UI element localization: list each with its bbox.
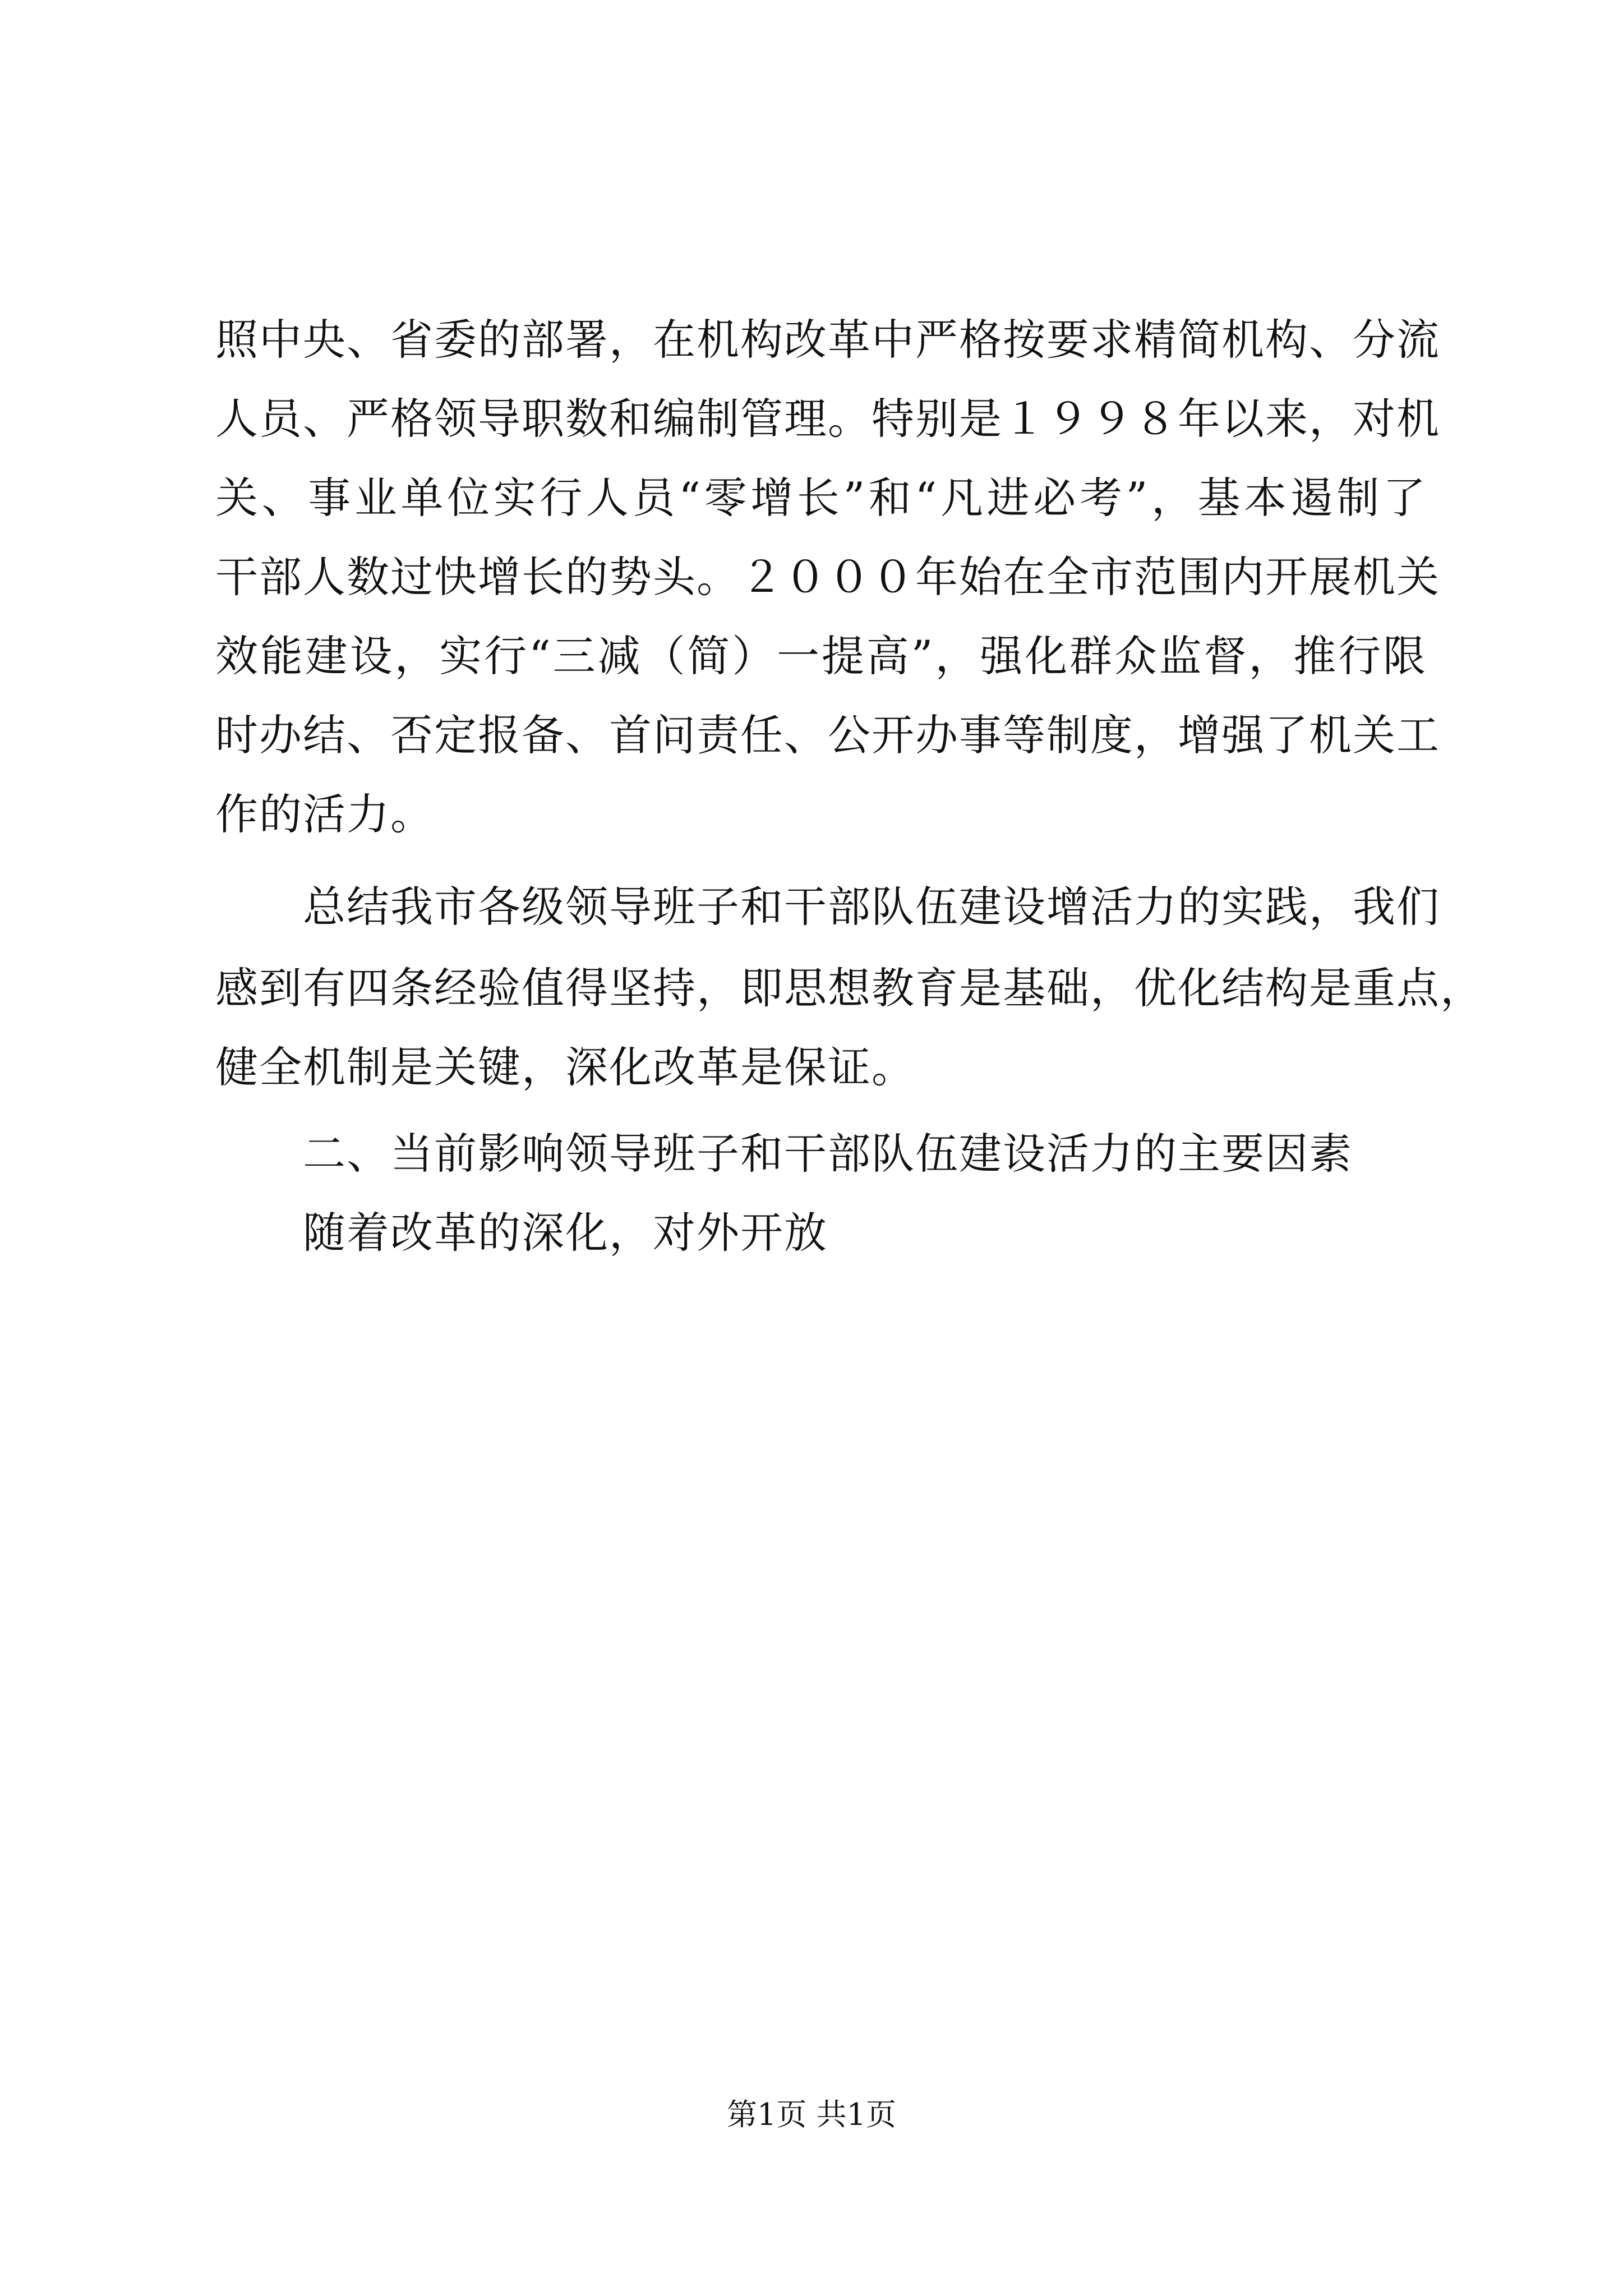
paragraph-2-line-1: 总结我市各级领导班子和干部队伍建设增活力的实践，我们 (303, 882, 1440, 932)
paragraph-1-line-7: 作的活力。 (215, 789, 434, 839)
paragraph-1-line-6: 时办结、否定报备、首问责任、公开办事等制度，增强了机关工 (215, 710, 1440, 760)
paragraph-2-line-3: 健全机制是关键，深化改革是保证。 (215, 1042, 915, 1092)
paragraph-1-line-2: 人员、严格领导职数和编制管理。特别是１９９８年以来，对机 (215, 394, 1440, 444)
paragraph-1-line-5: 效能建设，实行“三减（简）一提高”，强化群众监督，推行限 (215, 631, 1427, 681)
section-heading: 二、当前影响领导班子和干部队伍建设活力的主要因素 (303, 1129, 1353, 1179)
page-footer: 第1页 共1页 (727, 2097, 896, 2132)
paragraph-1-line-3: 关、事业单位实行人员“零增长”和“凡进必考”，基本遏制了 (215, 473, 1427, 523)
paragraph-4-line-1: 随着改革的深化，对外开放 (303, 1208, 828, 1258)
paragraph-1-line-4: 干部人数过快增长的势头。２０００年始在全市范围内开展机关 (215, 552, 1440, 602)
paragraph-2-line-2: 感到有四条经验值得坚持，即思想教育是基础，优化结构是重点， (215, 963, 1484, 1013)
paragraph-1-line-1: 照中央、省委的部署，在机构改革中严格按要求精简机构、分流 (215, 315, 1440, 365)
